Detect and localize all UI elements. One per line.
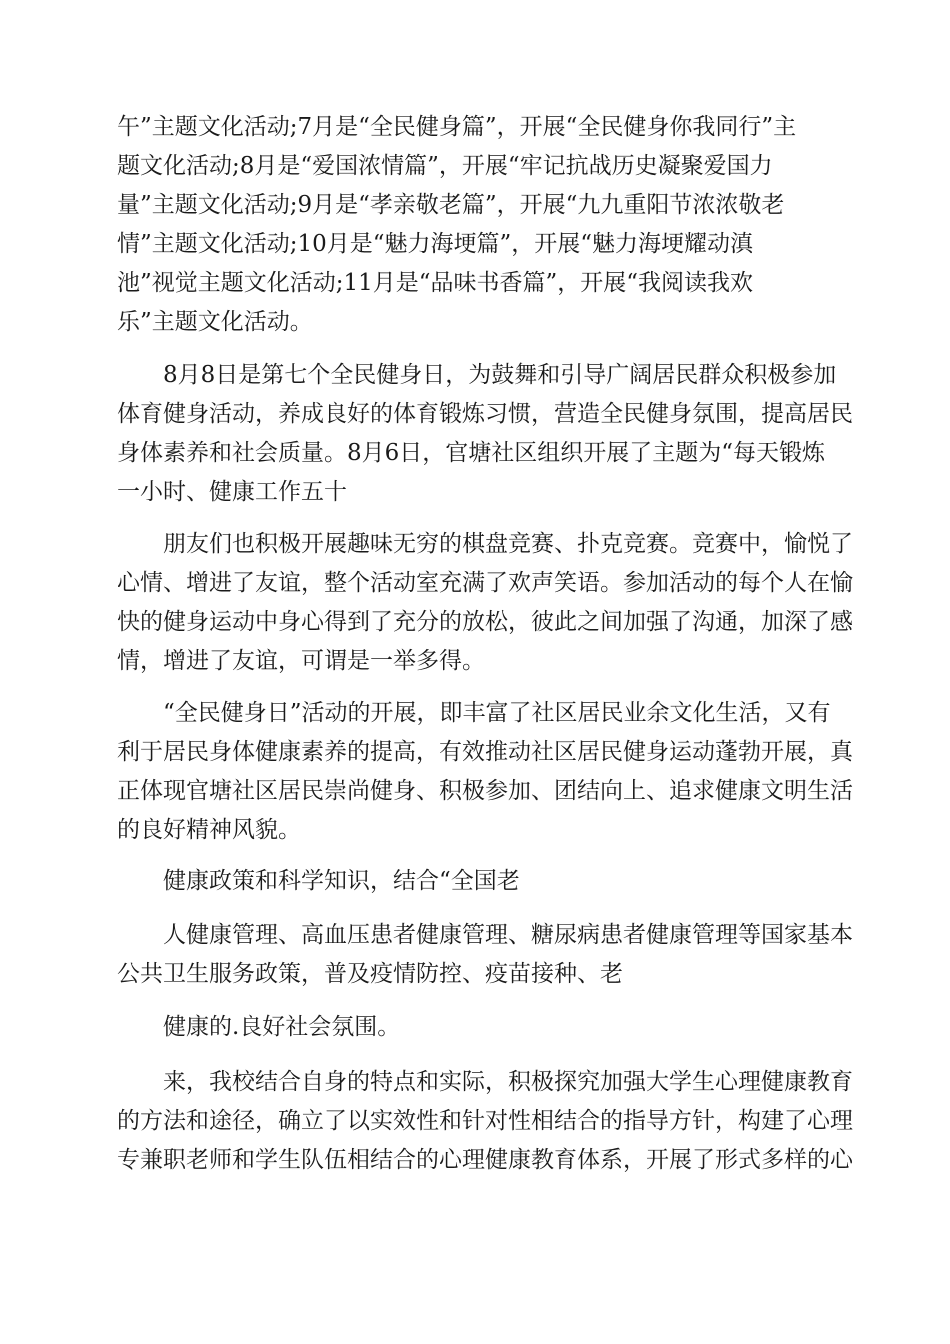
paragraph-social-atmosphere	[117, 1008, 837, 1047]
text-line: 情”主题文化活动;10月是“魅力海埂篇”，开展“魅力海埂耀动滇	[117, 231, 754, 257]
paragraph-health-management	[117, 916, 853, 994]
paragraph-outcome	[117, 694, 853, 850]
text-line: 乐”主题文化活动。	[117, 309, 313, 335]
text-line: 池”视觉主题文化活动;11月是“品味书香篇”，开展“我阅读我欢	[117, 270, 754, 296]
paragraph-fitness-day	[117, 356, 853, 512]
text-line: 人健康管理、高血压患者健康管理、糖尿病患者健康管理等国家基本	[163, 922, 853, 948]
text-line: 的方法和途径，确立了以实效性和针对性相结合的指导方针，构建了心理	[117, 1108, 853, 1134]
text-line: 公共卫生服务政策，普及疫情防控、疫苗接种、老	[117, 961, 623, 987]
text-line: 快的健身运动中身心得到了充分的放松，彼此之间加强了沟通，加深了感	[117, 609, 853, 635]
text-line: 心情、增进了友谊，整个活动室充满了欢声笑语。参加活动的每个人在愉	[117, 570, 853, 596]
text-line: 利于居民身体健康素养的提高，有效推动社区居民健身运动蓬勃开展，真	[117, 739, 853, 765]
text-line: 健康政策和科学知识，结合“全国老	[163, 868, 520, 894]
text-line: “全民健身日”活动的开展，即丰富了社区居民业余文化生活，又有	[163, 700, 831, 726]
text-line: 健康的.良好社会氛围。	[163, 1014, 401, 1040]
paragraph-competitions	[117, 525, 853, 681]
text-line: 来，我校结合自身的特点和实际，积极探究加强大学生心理健康教育	[163, 1069, 853, 1095]
paragraph-health-policy	[117, 862, 837, 901]
text-line: 的良好精神风貌。	[117, 817, 301, 843]
text-line: 朋友们也积极开展趣味无穷的棋盘竞赛、扑克竞赛。竞赛中，愉悦了	[163, 531, 853, 557]
paragraph-mental-health	[117, 1063, 853, 1180]
text-line: 专兼职老师和学生队伍相结合的心理健康教育体系，开展了形式多样的心	[117, 1147, 853, 1173]
text-line: 情，增进了友谊，可谓是一举多得。	[117, 648, 485, 674]
text-line: 午”主题文化活动;7月是“全民健身篇”，开展“全民健身你我同行”主	[117, 114, 797, 140]
text-line: 正体现官塘社区居民崇尚健身、积极参加、团结向上、追求健康文明生活	[117, 778, 853, 804]
text-line: 量”主题文化活动;9月是“孝亲敬老篇”，开展“九九重阳节浓浓敬老	[117, 192, 785, 218]
text-line: 体育健身活动，养成良好的体育锻炼习惯，营造全民健身氛围，提高居民	[117, 401, 853, 427]
text-line: 8月8日是第七个全民健身日，为鼓舞和引导广阔居民群众积极参加	[163, 362, 837, 388]
text-line: 题文化活动;8月是“爱国浓情篇”，开展“牢记抗战历史凝聚爱国力	[117, 153, 773, 179]
text-line: 身体素养和社会质量。8月6日，官塘社区组织开展了主题为“每天锻炼	[117, 440, 826, 466]
paragraph-activities	[117, 108, 837, 342]
text-line: 一小时、健康工作五十	[117, 479, 347, 505]
